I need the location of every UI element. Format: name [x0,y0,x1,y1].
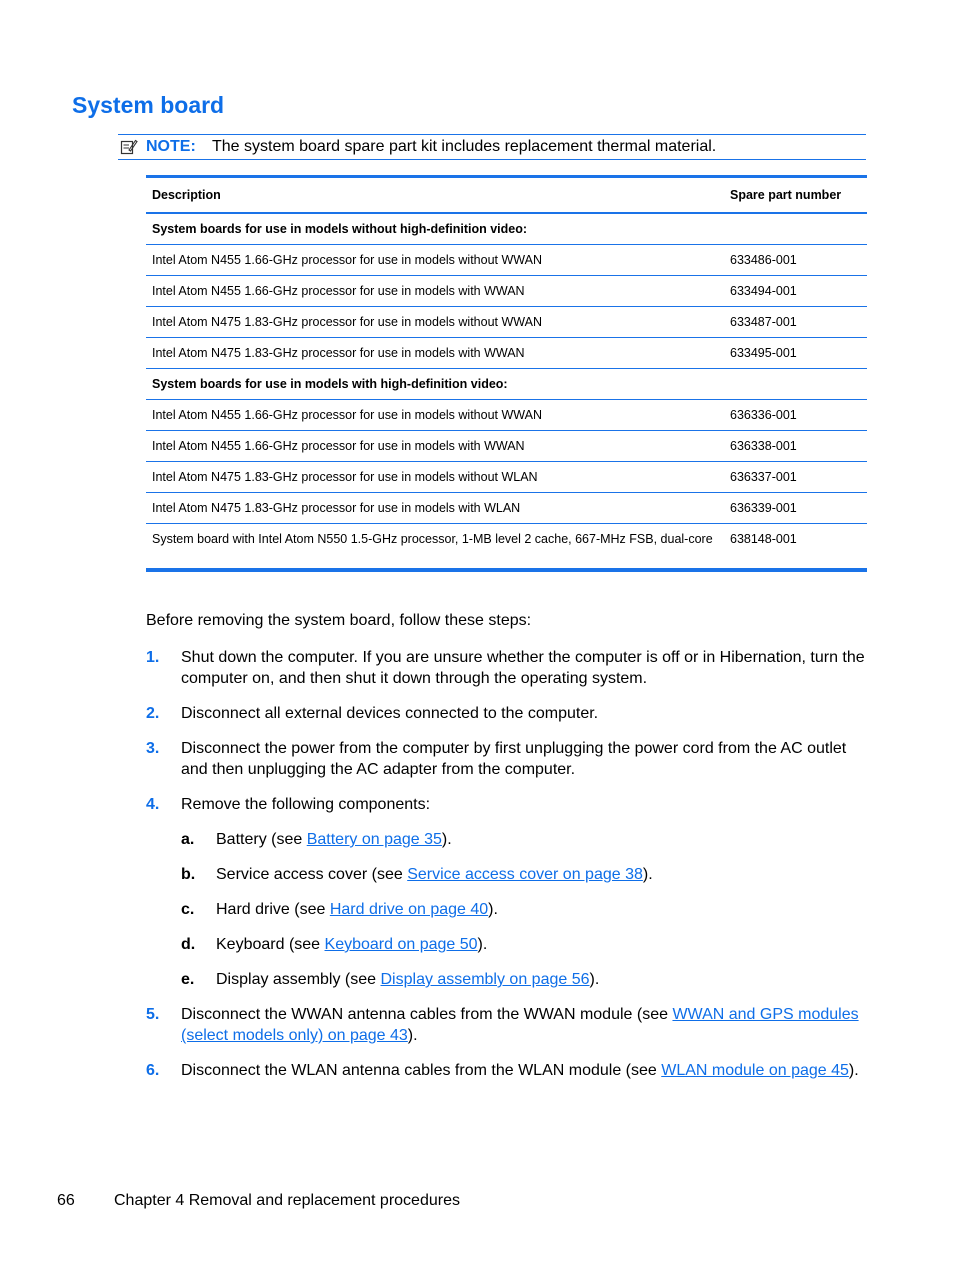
page-title: System board [72,92,225,118]
substep-letter: d. [181,936,196,953]
table-row [146,431,867,462]
row-description: Intel Atom N475 1.83-GHz processor for use in models without WLAN [146,462,724,493]
table-row [146,245,867,276]
note-text: The system board spare part kit includes replacement thermal material. [212,138,717,155]
hard-drive-link[interactable]: Hard drive on page 40 [329,901,489,918]
page-number: 66 [57,1192,75,1209]
step-number: 4. [146,796,160,813]
step-4b [146,864,866,885]
table-row [146,213,867,245]
table-row [146,307,867,338]
row-part-number: 638148-001 [730,532,797,546]
step-text: Remove the following components: [181,796,431,813]
step-5 [146,1004,866,1046]
row-part-number: 633494-001 [724,276,867,307]
step-text: Disconnect the WLAN antenna cables from the WLAN module (see [181,1062,662,1079]
step-4a [146,829,866,850]
substep-text-end: ). [441,831,452,848]
step-number: 2. [146,705,160,722]
row-description: Intel Atom N475 1.83-GHz processor for use in models without WWAN [146,307,724,338]
table-row [146,400,867,431]
row-description: Intel Atom N455 1.66-GHz processor for use in models without WWAN [146,245,724,276]
step-text-end: ). [848,1062,859,1079]
spare-parts-table [146,175,867,572]
note-box [118,134,866,160]
battery-link[interactable]: Battery on page 35 [306,831,442,848]
substep-text: Hard drive (see [216,901,330,918]
substep-text: Battery (see [216,831,307,848]
step-text: Shut down the computer. If you are unsure whether the computer is off or in Hibernation, turn the computer on, and then shut it down through the operating system. [181,649,865,687]
wlan-module-link[interactable]: WLAN module on page 45 [661,1062,849,1079]
substep-letter: c. [181,901,195,918]
substep-letter: a. [181,831,195,848]
substep-text: Keyboard (see [216,936,325,953]
row-description: System boards for use in models with high-definition video: [146,369,724,400]
substep-text: Display assembly (see [216,971,381,988]
table-row [146,338,867,369]
page-footer [57,1192,460,1210]
service-access-cover-link[interactable]: Service access cover on page 38 [407,866,643,883]
wwan-gps-modules-link[interactable]: WWAN and GPS modules (select models only) on page 43 [181,1006,859,1044]
substep-letter: b. [181,866,196,883]
row-description: Intel Atom N475 1.83-GHz processor for use in models with WLAN [146,493,724,524]
step-4e [146,969,866,990]
step-text: Disconnect all external devices connected to the computer. [181,705,599,722]
table-row [146,369,867,400]
row-description: System board with Intel Atom N550 1.5-GHz processor, 1-MB level 2 cache, 667-MHz FSB, dual-core [152,532,713,546]
row-part-number: 633487-001 [724,307,867,338]
row-part-number: 633486-001 [724,245,867,276]
row-part-number [724,213,867,245]
substep-letter: e. [181,971,195,988]
row-part-number: 636338-001 [724,431,867,462]
step-number: 5. [146,1006,160,1023]
substep-text-end: ). [642,866,653,883]
step-text-end: ). [407,1027,418,1044]
row-description: Intel Atom N475 1.83-GHz processor for use in models with WWAN [146,338,724,369]
header-spare-part-number: Spare part number [724,177,867,214]
procedure-steps [146,647,866,1095]
step-text: Disconnect the power from the computer by first unplugging the power cord from the AC outlet and then unplugging the AC adapter from the computer. [181,740,847,778]
table-row [146,524,867,571]
note-icon [120,138,138,156]
table-header-row [146,177,867,214]
substep-text-end: ). [477,936,488,953]
intro-text: Before removing the system board, follow these steps: [146,612,532,629]
step-number: 3. [146,740,160,757]
table-row [146,493,867,524]
step-4d [146,934,866,955]
step-2 [146,703,866,724]
step-4 [146,794,866,815]
substep-text: Service access cover (see [216,866,408,883]
row-part-number: 636337-001 [724,462,867,493]
row-description: System boards for use in models without high-definition video: [146,213,724,245]
step-6 [146,1060,866,1081]
row-description: Intel Atom N455 1.66-GHz processor for use in models without WWAN [146,400,724,431]
step-number: 1. [146,649,160,666]
table-row [146,462,867,493]
chapter-title: Chapter 4 Removal and replacement procedures [114,1192,460,1209]
step-number: 6. [146,1062,160,1079]
note-label: NOTE: [146,138,196,155]
substep-text-end: ). [488,901,498,918]
row-part-number: 636339-001 [724,493,867,524]
row-description: Intel Atom N455 1.66-GHz processor for use in models with WWAN [146,276,724,307]
step-4c [146,899,866,920]
step-3 [146,738,866,780]
header-description: Description [146,177,724,214]
row-part-number: 633495-001 [724,338,867,369]
substep-text-end: ). [589,971,600,988]
step-1 [146,647,866,689]
table-row [146,276,867,307]
keyboard-link[interactable]: Keyboard on page 50 [324,936,478,953]
row-description: Intel Atom N455 1.66-GHz processor for use in models with WWAN [146,431,724,462]
display-assembly-link[interactable]: Display assembly on page 56 [380,971,590,988]
step-text: Disconnect the WWAN antenna cables from the WWAN module (see [181,1006,673,1023]
row-part-number [724,369,867,400]
row-part-number: 636336-001 [724,400,867,431]
